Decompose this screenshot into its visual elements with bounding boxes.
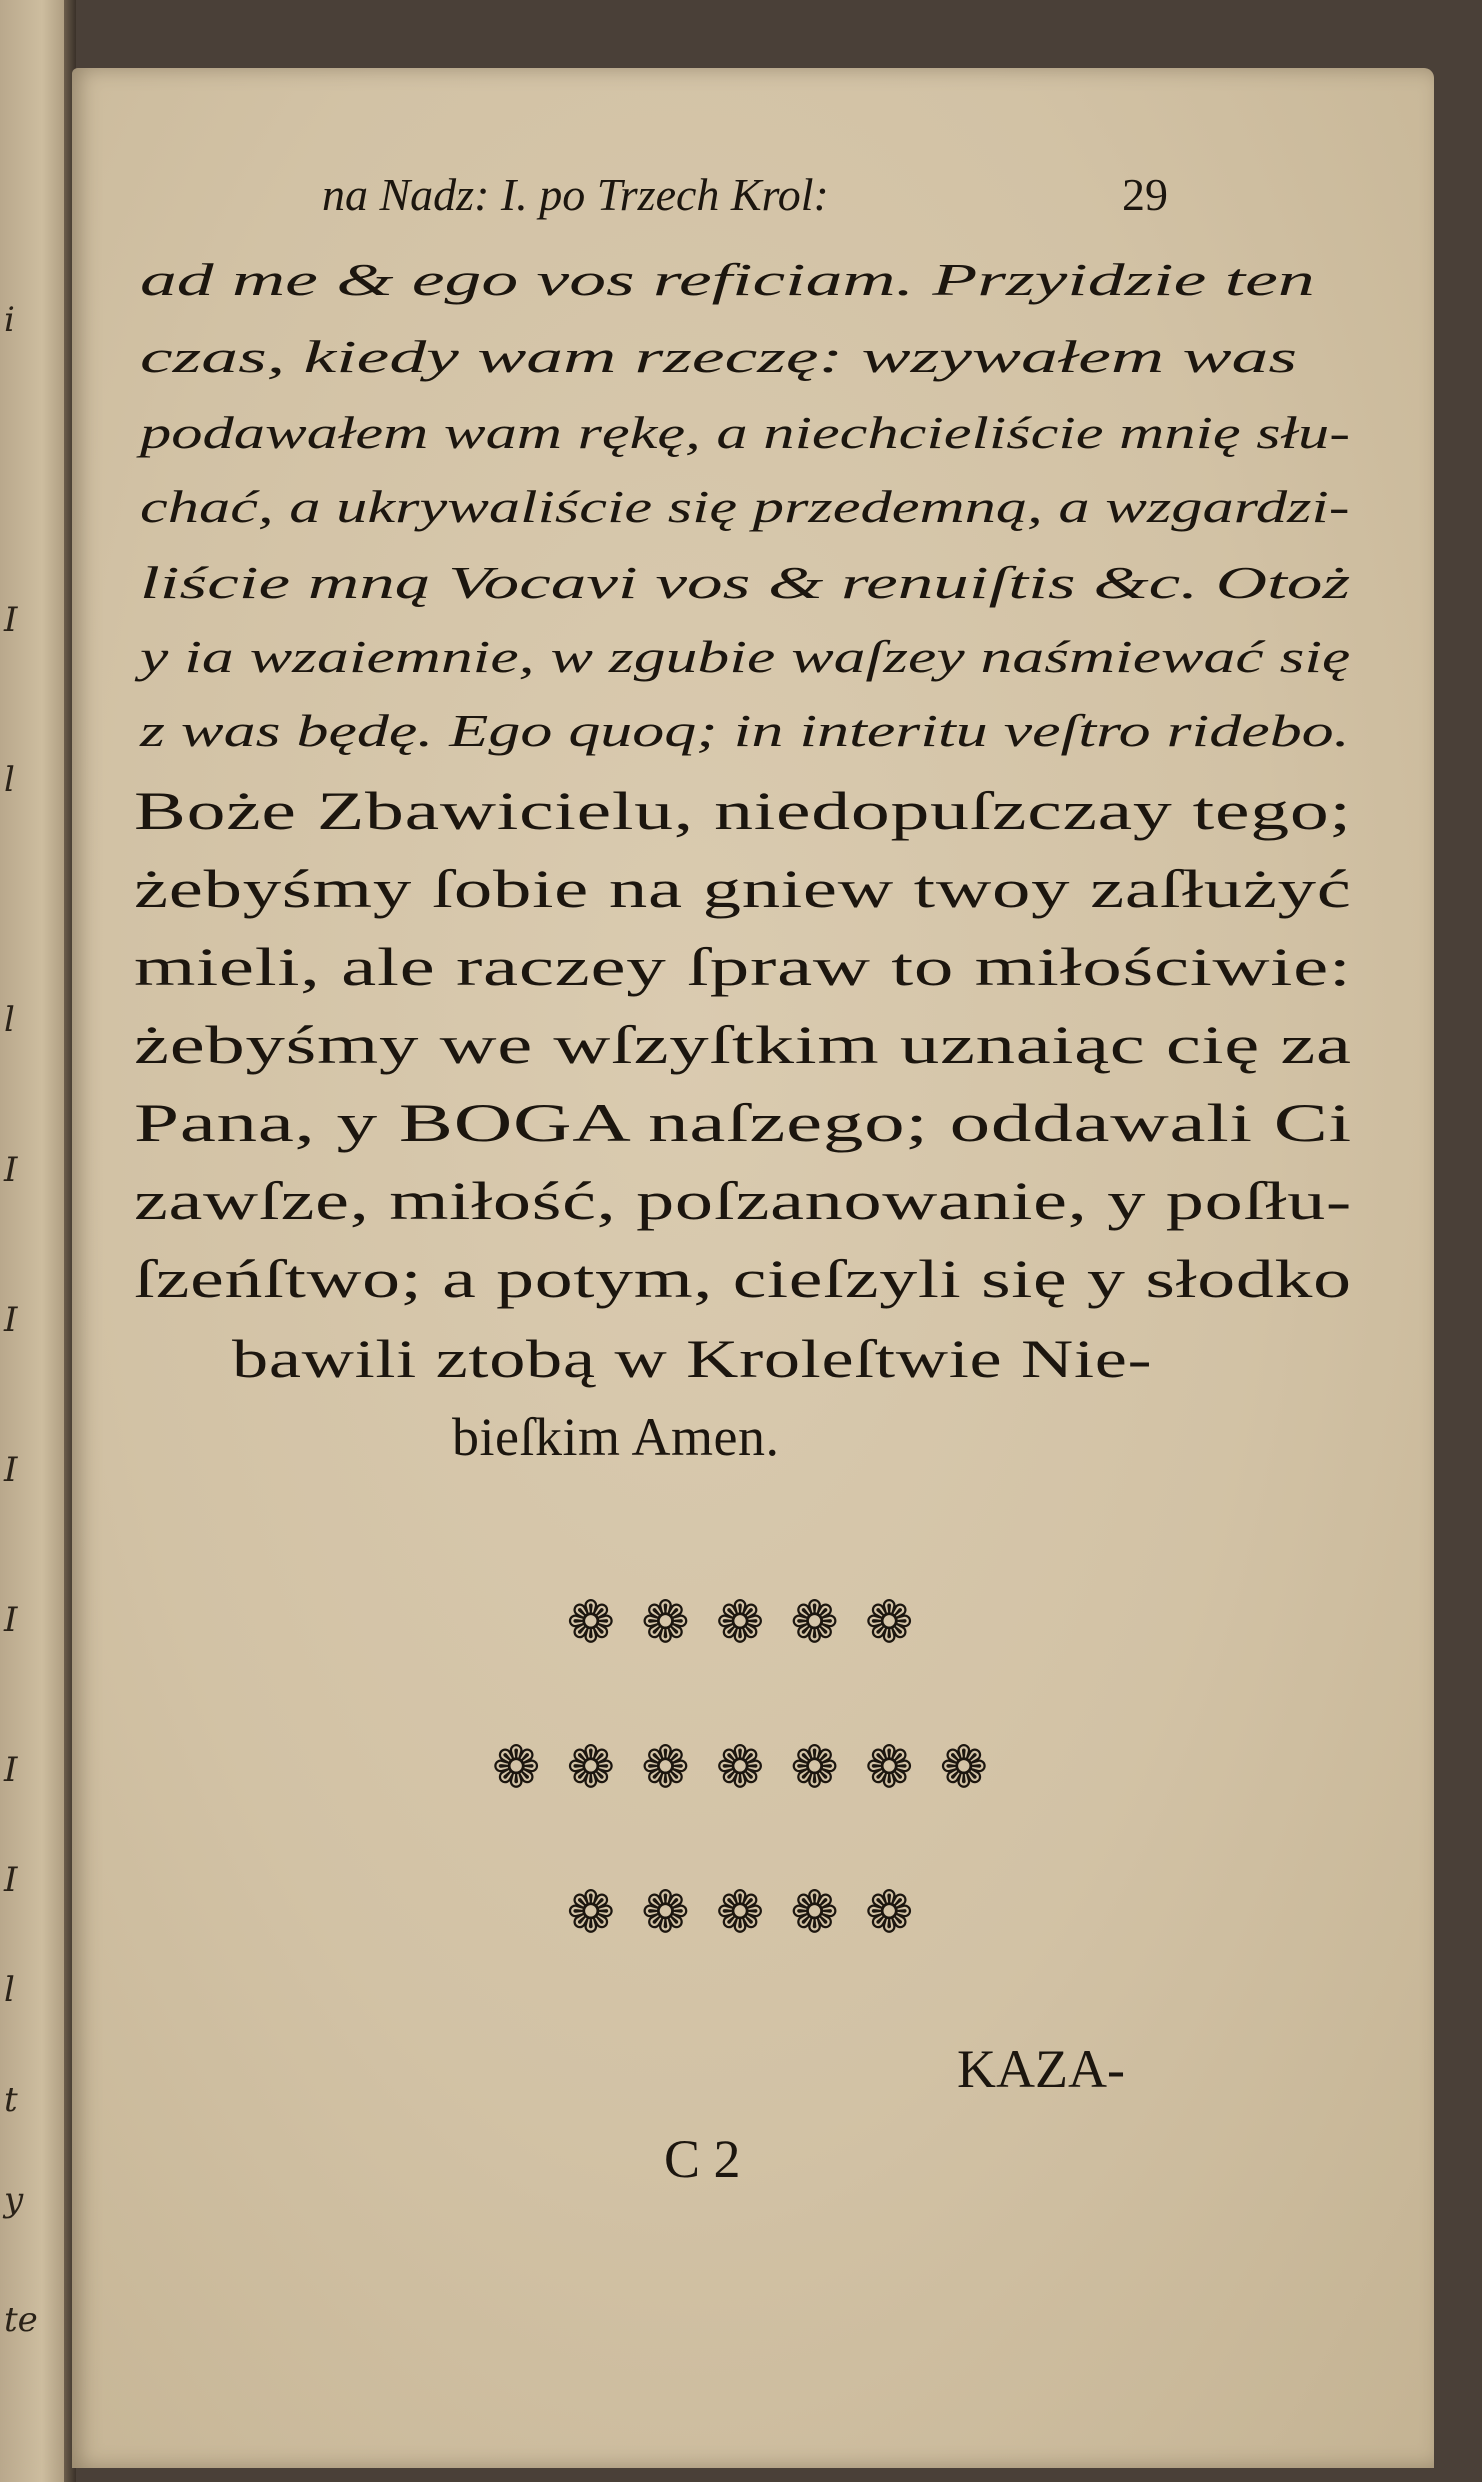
fleuron-ornament-icon: ❁ xyxy=(566,1878,642,1946)
prev-page-fragment: l xyxy=(4,1970,15,2010)
text-line: liście mną Vocavi vos & renuiſtis &c. Otoż xyxy=(140,557,1351,608)
text-line: zawſze, miłość, poſzanowanie, y poſłu- xyxy=(134,1171,1353,1231)
prev-page-fragment: I xyxy=(4,1750,18,1790)
fleuron-ornament-icon: ❁ xyxy=(491,1733,567,1801)
prev-page-fragment: t xyxy=(4,2080,18,2120)
fleuron-ornament-icon: ❁ xyxy=(864,1878,940,1946)
fleuron-ornament-icon: ❁ xyxy=(790,1878,865,1946)
prev-page-fragment: l xyxy=(4,1000,15,1040)
page-number: 29 xyxy=(1122,169,1168,220)
text-line: chać, a ukrywaliście się przedemną, a wzgardzi- xyxy=(140,481,1350,532)
prev-page-fragment: i xyxy=(4,300,15,340)
fleuron-ornament-icon: ❁ xyxy=(864,1588,940,1656)
text-line: żebyśmy we wſzyſtkim uznaiąc cię za xyxy=(134,1015,1352,1075)
previous-page-edge xyxy=(0,0,70,2482)
ornament-row-3 xyxy=(72,1878,1434,1946)
ornament-row-1 xyxy=(72,1588,1434,1656)
prev-page-fragment: I xyxy=(4,1600,18,1640)
fleuron-ornament-icon: ❁ xyxy=(939,1733,1015,1801)
fleuron-ornament-icon: ❁ xyxy=(566,1733,642,1801)
prev-page-fragment: I xyxy=(4,1300,18,1340)
prev-page-fragment: I xyxy=(4,1150,18,1190)
fleuron-ornament-icon: ❁ xyxy=(715,1733,791,1801)
prev-page-fragment: l xyxy=(4,760,15,800)
fleuron-ornament-icon: ❁ xyxy=(641,1588,716,1656)
text-line: bawili ztobą w Kroleſtwie Nie- xyxy=(232,1329,1153,1389)
text-line: czas, kiedy wam rzeczę: wzywałem was xyxy=(140,331,1297,382)
text-line: y ia wzaiemnie, w zgubie waſzey naśmiewać się xyxy=(140,631,1351,682)
prev-page-fragment: te xyxy=(4,2300,38,2340)
text-line: Boże Zbawicielu, niedopuſzczay tego; xyxy=(134,781,1352,841)
text-line: Pana, y BOGA naſzego; oddawali Ci xyxy=(134,1093,1352,1153)
fleuron-ornament-icon: ❁ xyxy=(641,1878,716,1946)
catchword: KAZA- xyxy=(957,2039,1125,2099)
text-line: z was będę. Ego quoq; in interitu veſtro ridebo. xyxy=(140,705,1350,756)
prev-page-fragment: I xyxy=(4,1860,18,1900)
fleuron-ornament-icon: ❁ xyxy=(566,1588,642,1656)
fleuron-ornament-icon: ❁ xyxy=(715,1588,791,1656)
text-line: bieſkim Amen. xyxy=(452,1407,780,1467)
text-line: ſzeńſtwo; a potym, cieſzyli się y słodko xyxy=(134,1249,1352,1309)
prev-page-fragment: I xyxy=(4,1450,18,1490)
prev-page-fragment: I xyxy=(4,600,18,640)
text-line: podawałem wam rękę, a niechcieliście mnię słu- xyxy=(140,407,1351,458)
book-page xyxy=(72,68,1434,2468)
fleuron-ornament-icon: ❁ xyxy=(790,1588,865,1656)
ornament-row-2 xyxy=(72,1733,1434,1801)
fleuron-ornament-icon: ❁ xyxy=(641,1733,716,1801)
running-header xyxy=(322,168,1302,221)
text-line: mieli, ale raczey ſpraw to miłościwie: xyxy=(134,937,1352,997)
fleuron-ornament-icon: ❁ xyxy=(790,1733,865,1801)
text-line: żebyśmy ſobie na gniew twoy zaſłużyć xyxy=(134,859,1352,919)
signature-mark: C 2 xyxy=(664,2129,741,2189)
running-title: na Nadz: I. po Trzech Krol: xyxy=(322,169,829,220)
fleuron-ornament-icon: ❁ xyxy=(715,1878,791,1946)
fleuron-ornament-icon: ❁ xyxy=(864,1733,940,1801)
text-line: ad me & ego vos reficiam. Przyidzie ten xyxy=(140,254,1315,305)
prev-page-fragment: y xyxy=(4,2180,24,2220)
